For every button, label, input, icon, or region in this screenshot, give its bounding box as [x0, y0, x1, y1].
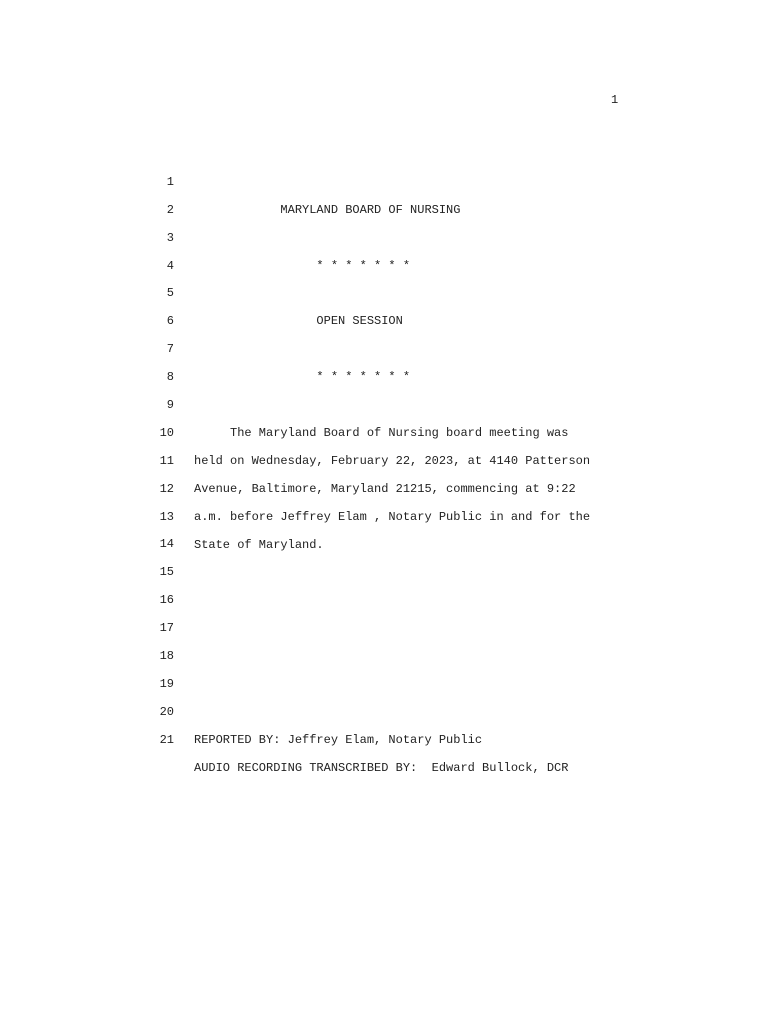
transcript-line [0, 336, 770, 385]
transcript-line [0, 559, 770, 608]
line-number: 2 [166, 202, 174, 217]
transcript-body [0, 141, 770, 775]
transcript-line [0, 531, 770, 580]
line-number: 17 [159, 621, 174, 636]
line-text: The Maryland Board of Nursing board meeting was [194, 425, 569, 440]
line-number: 18 [159, 649, 174, 664]
line-text: held on Wednesday, February 22, 2023, at 4140 Patterson [194, 453, 591, 468]
line-text: Avenue, Baltimore, Maryland 21215, commencing at 9:22 [194, 481, 576, 496]
page-number: 1 [611, 93, 619, 107]
transcript-line [0, 615, 770, 664]
transcript-line [0, 197, 770, 273]
transcribed-by: AUDIO RECORDING TRANSCRIBED BY: Edward Bullock, DCR [194, 760, 569, 775]
line-number: 14 [159, 537, 174, 552]
line-number: 11 [159, 453, 174, 468]
document-title: MARYLAND BOARD OF NURSING [194, 202, 461, 217]
separator-asterisks: * * * * * * * [194, 258, 411, 273]
line-number: 16 [159, 593, 174, 608]
line-number: 7 [166, 342, 174, 357]
transcript-line [0, 643, 770, 691]
line-number: 12 [159, 481, 174, 496]
line-number: 20 [159, 704, 174, 719]
line-number: 8 [166, 370, 174, 385]
transcript-line [0, 225, 770, 273]
transcript-line [0, 587, 770, 636]
line-number: 21 [159, 732, 174, 747]
separator-asterisks: * * * * * * * [194, 370, 411, 385]
line-number: 13 [159, 509, 174, 524]
line-number: 5 [166, 286, 174, 301]
transcript-line [0, 141, 770, 217]
line-number: 19 [159, 676, 174, 691]
line-number: 4 [166, 258, 174, 273]
line-number: 3 [166, 230, 174, 245]
transcript-line [0, 308, 770, 385]
line-number: 9 [166, 398, 174, 413]
reported-by: REPORTED BY: Jeffrey Elam, Notary Public [194, 732, 483, 747]
line-number: 15 [159, 565, 174, 580]
line-text: State of Maryland. [194, 537, 324, 552]
transcript-line [0, 253, 770, 329]
line-number: 6 [166, 314, 174, 329]
line-text: a.m. before Jeffrey Elam , Notary Public in and for the [194, 509, 591, 524]
line-number: 1 [166, 174, 174, 189]
line-number: 10 [159, 425, 174, 440]
session-heading: OPEN SESSION [194, 314, 403, 329]
